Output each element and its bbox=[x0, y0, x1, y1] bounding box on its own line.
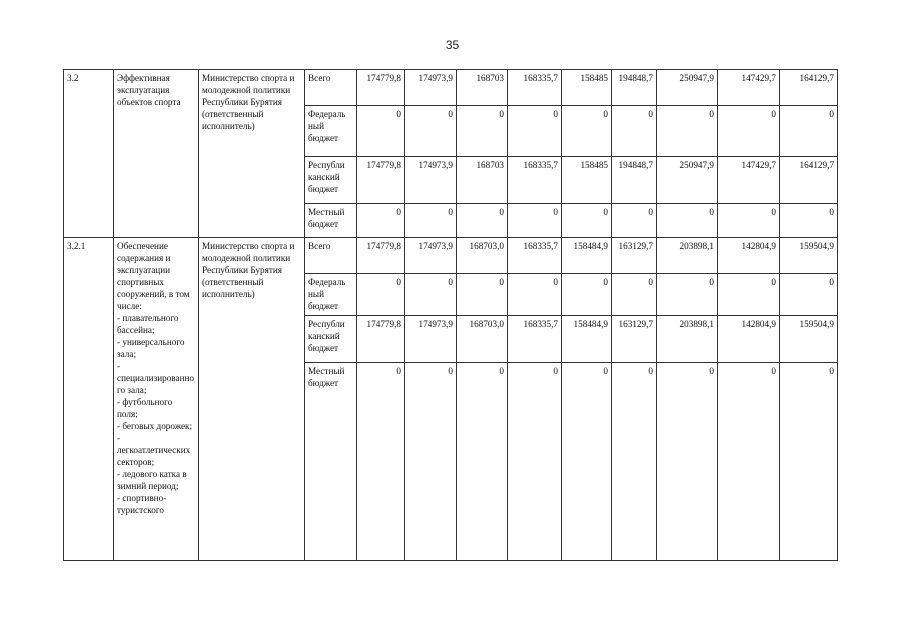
source-local-label: Местный бюджет bbox=[305, 363, 357, 561]
amount-cell: 174973,9 bbox=[405, 238, 457, 274]
amount-cell: 174779,8 bbox=[357, 238, 405, 274]
amount-cell: 168335,7 bbox=[508, 157, 562, 204]
amount-cell: 0 bbox=[780, 363, 838, 561]
amount-cell: 203898,1 bbox=[657, 316, 718, 363]
amount-cell: 0 bbox=[562, 274, 612, 316]
amount-cell: 0 bbox=[657, 204, 718, 238]
amount-cell: 174973,9 bbox=[405, 316, 457, 363]
budget-table bbox=[63, 69, 838, 561]
amount-cell: 159504,9 bbox=[780, 316, 838, 363]
amount-cell: 0 bbox=[457, 204, 508, 238]
amount-cell: 0 bbox=[562, 106, 612, 157]
amount-cell: 203898,1 bbox=[657, 238, 718, 274]
amount-cell: 0 bbox=[405, 363, 457, 561]
source-local-label: Местный бюджет bbox=[305, 204, 357, 238]
amount-cell: 158484,9 bbox=[562, 238, 612, 274]
amount-cell: 168703,0 bbox=[457, 316, 508, 363]
amount-cell: 147429,7 bbox=[718, 70, 780, 106]
amount-cell: 158485 bbox=[562, 157, 612, 204]
amount-cell: 0 bbox=[780, 106, 838, 157]
amount-cell: 168335,7 bbox=[508, 316, 562, 363]
row-number: 3.2 bbox=[64, 70, 114, 238]
executor-name: Министерство спорта и молодежной политики Республики Бурятия (ответственный исполнитель) bbox=[199, 70, 305, 238]
amount-cell: 164129,7 bbox=[780, 70, 838, 106]
row-number: 3.2.1 bbox=[64, 238, 114, 561]
amount-cell: 0 bbox=[562, 204, 612, 238]
amount-cell: 163129,7 bbox=[612, 238, 657, 274]
amount-cell: 0 bbox=[657, 274, 718, 316]
amount-cell: 159504,9 bbox=[780, 238, 838, 274]
amount-cell: 147429,7 bbox=[718, 157, 780, 204]
amount-cell: 0 bbox=[508, 274, 562, 316]
amount-cell: 0 bbox=[457, 106, 508, 157]
amount-cell: 174973,9 bbox=[405, 157, 457, 204]
source-republic-label: Республи канский бюджет bbox=[305, 316, 357, 363]
amount-cell: 0 bbox=[357, 106, 405, 157]
amount-cell: 0 bbox=[780, 204, 838, 238]
amount-cell: 168335,7 bbox=[508, 70, 562, 106]
amount-cell: 164129,7 bbox=[780, 157, 838, 204]
amount-cell: 142804,9 bbox=[718, 316, 780, 363]
amount-cell: 0 bbox=[657, 363, 718, 561]
amount-cell: 158485 bbox=[562, 70, 612, 106]
amount-cell: 168335,7 bbox=[508, 238, 562, 274]
amount-cell: 250947,9 bbox=[657, 70, 718, 106]
amount-cell: 0 bbox=[562, 363, 612, 561]
source-federal-label: Федераль ный бюджет bbox=[305, 274, 357, 316]
amount-cell: 174779,8 bbox=[357, 70, 405, 106]
amount-cell: 0 bbox=[612, 106, 657, 157]
amount-cell: 0 bbox=[405, 106, 457, 157]
amount-cell: 0 bbox=[718, 106, 780, 157]
amount-cell: 0 bbox=[718, 274, 780, 316]
amount-cell: 0 bbox=[508, 204, 562, 238]
amount-cell: 158484,9 bbox=[562, 316, 612, 363]
executor-name: Министерство спорта и молодежной политики Республики Бурятия (ответственный исполнитель) bbox=[199, 238, 305, 561]
amount-cell: 0 bbox=[508, 106, 562, 157]
amount-cell: 0 bbox=[612, 274, 657, 316]
amount-cell: 194848,7 bbox=[612, 70, 657, 106]
amount-cell: 0 bbox=[405, 274, 457, 316]
amount-cell: 0 bbox=[718, 204, 780, 238]
amount-cell: 174973,9 bbox=[405, 70, 457, 106]
amount-cell: 168703 bbox=[457, 157, 508, 204]
table-body bbox=[64, 70, 838, 561]
source-republic-label: Республи канский бюджет bbox=[305, 157, 357, 204]
amount-cell: 250947,9 bbox=[657, 157, 718, 204]
amount-cell: 194848,7 bbox=[612, 157, 657, 204]
activity-name: Эффективная эксплуатация объектов спорта bbox=[114, 70, 199, 238]
amount-cell: 0 bbox=[457, 363, 508, 561]
amount-cell: 0 bbox=[780, 274, 838, 316]
table-row bbox=[64, 70, 838, 106]
amount-cell: 0 bbox=[457, 274, 508, 316]
page-number: 35 bbox=[445, 38, 460, 52]
source-total-label: Всего bbox=[305, 70, 357, 106]
amount-cell: 0 bbox=[357, 274, 405, 316]
amount-cell: 0 bbox=[405, 204, 457, 238]
amount-cell: 0 bbox=[657, 106, 718, 157]
source-total-label: Всего bbox=[305, 238, 357, 274]
amount-cell: 0 bbox=[508, 363, 562, 561]
amount-cell: 168703,0 bbox=[457, 238, 508, 274]
amount-cell: 0 bbox=[357, 363, 405, 561]
amount-cell: 163129,7 bbox=[612, 316, 657, 363]
amount-cell: 174779,8 bbox=[357, 157, 405, 204]
table-row bbox=[64, 238, 838, 274]
amount-cell: 0 bbox=[357, 204, 405, 238]
amount-cell: 0 bbox=[612, 363, 657, 561]
amount-cell: 0 bbox=[718, 363, 780, 561]
amount-cell: 174779,8 bbox=[357, 316, 405, 363]
amount-cell: 142804,9 bbox=[718, 238, 780, 274]
amount-cell: 168703 bbox=[457, 70, 508, 106]
amount-cell: 0 bbox=[612, 204, 657, 238]
source-federal-label: Федераль ный бюджет bbox=[305, 106, 357, 157]
activity-name: Обеспечение содержания и эксплуатации спортивных сооружений, в том числе: - плавательного бассейна; - универсального зала; - специализированного зала; - футбольного поля; - беговых дорожек; - легкоатлетических секторов; - ледового катка в зимний период; - спортивно-туристского bbox=[114, 238, 199, 561]
